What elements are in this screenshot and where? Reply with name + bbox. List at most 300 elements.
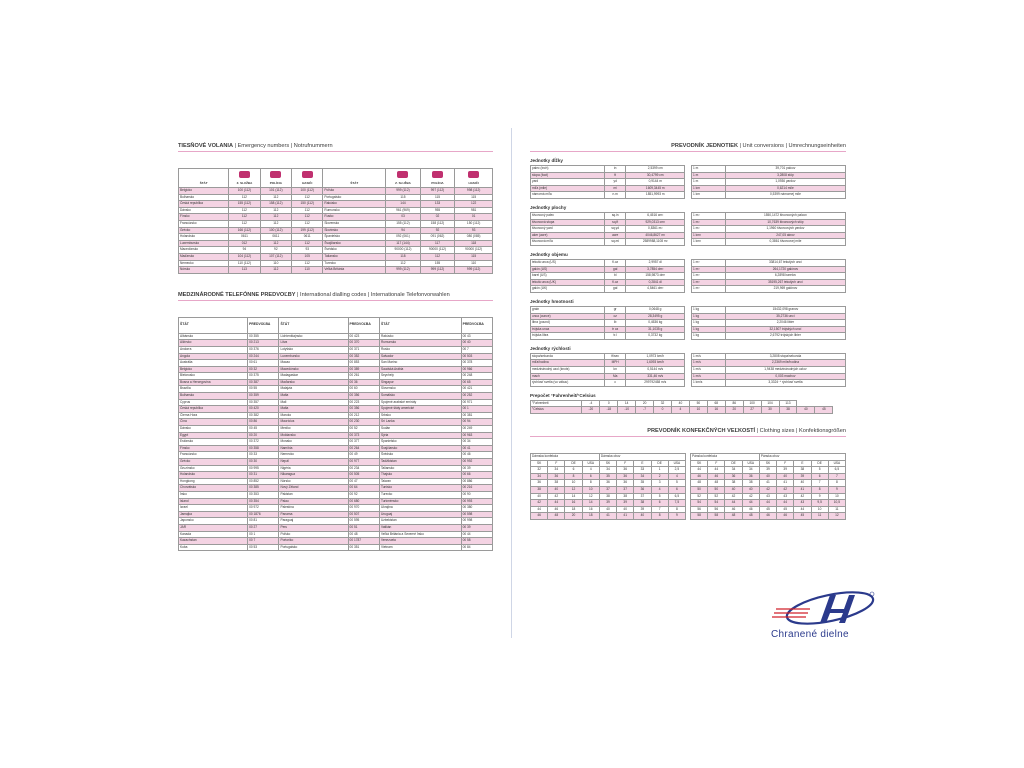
table-cell: 110 bbox=[455, 260, 493, 267]
table-cell: 117 bbox=[420, 240, 455, 247]
table-row bbox=[531, 326, 685, 333]
table-cell: 1 km/s bbox=[692, 380, 726, 387]
table-cell: 00 351 bbox=[348, 544, 379, 551]
table-cell: Francúzsko bbox=[179, 220, 229, 227]
column-header: PREDVOĽBA bbox=[348, 317, 379, 333]
table-cell: 112 bbox=[229, 207, 260, 214]
table-cell: 40 bbox=[634, 513, 651, 520]
table-cell: Macedónsko bbox=[179, 247, 229, 254]
column-header: ŠTÁT bbox=[179, 317, 248, 333]
table-cell: 93 bbox=[292, 247, 323, 254]
table-cell: 48 bbox=[691, 480, 708, 487]
table-cell: Slovinsko bbox=[323, 227, 386, 234]
table-cell: 080 (085) bbox=[455, 234, 493, 241]
table-cell: 2,2369 míle/hodina bbox=[725, 360, 845, 367]
table-row bbox=[691, 500, 846, 507]
table-cell: 112 bbox=[260, 267, 291, 274]
table-cell: Dánsko bbox=[179, 426, 248, 433]
table-row bbox=[531, 500, 686, 507]
table-cell: 9 bbox=[668, 513, 685, 520]
table-cell: 117 (144) bbox=[386, 240, 421, 247]
table-cell: 1 m³ bbox=[692, 259, 726, 266]
table-cell: 5 bbox=[668, 480, 685, 487]
column-header: F bbox=[548, 460, 565, 467]
table-cell: 00 41 bbox=[461, 445, 492, 452]
column-header: F bbox=[617, 460, 634, 467]
table-cell: 0,3861 štvorcovej míle bbox=[725, 239, 845, 246]
table-cell: Grécko bbox=[179, 227, 229, 234]
table-cell: 38 bbox=[725, 480, 742, 487]
table-row bbox=[179, 432, 493, 439]
table-cell: 299792458 m/s bbox=[626, 380, 685, 387]
table-row bbox=[531, 273, 685, 280]
table-row bbox=[179, 406, 493, 413]
table-cell: 00 507 bbox=[348, 511, 379, 518]
table-row bbox=[179, 511, 493, 518]
table-cell: Fínsko bbox=[179, 214, 229, 221]
table-cell: 20 bbox=[725, 407, 743, 414]
table-cell: 112 bbox=[292, 260, 323, 267]
table-cell: 112 bbox=[260, 220, 291, 227]
table-cell: 48 bbox=[725, 513, 742, 520]
table-cell: 46 bbox=[531, 513, 548, 520]
table-cell: 00 977 bbox=[348, 459, 379, 466]
table-cell: Slovensko bbox=[323, 220, 386, 227]
table-row bbox=[531, 333, 685, 340]
table-cell: 112 bbox=[292, 214, 323, 221]
table-cell: 1 km² bbox=[692, 239, 726, 246]
table-cell: 166 (112) bbox=[229, 227, 260, 234]
table-cell: 52 bbox=[708, 493, 725, 500]
table-cell: 35 bbox=[634, 480, 651, 487]
table-row bbox=[179, 478, 493, 485]
table-cell: 00 992 bbox=[461, 459, 492, 466]
unit-table bbox=[530, 212, 685, 246]
table-cell: 00 966 bbox=[461, 366, 492, 373]
table-cell: 44 bbox=[794, 506, 811, 513]
table-cell: 112 bbox=[260, 214, 291, 221]
table-cell: 929,0313 cm² bbox=[626, 219, 685, 226]
table-cell: 00 32 bbox=[248, 366, 279, 373]
unit-group-title: Jednotky rýchlosti bbox=[530, 345, 571, 351]
table-cell: 10 bbox=[689, 407, 707, 414]
table-cell: 37 bbox=[617, 487, 634, 494]
table-cell: Lotyšsko bbox=[279, 346, 348, 353]
table-cell: 00 389 bbox=[348, 366, 379, 373]
table-row bbox=[531, 286, 685, 293]
table-cell: Izrael bbox=[179, 505, 248, 512]
table-cell: Malajzia bbox=[279, 386, 348, 393]
table-cell: 40 bbox=[759, 473, 776, 480]
table-cell: 10 bbox=[828, 493, 845, 500]
table-cell: 100 bbox=[743, 400, 761, 407]
table-cell: 112 bbox=[292, 207, 323, 214]
ambulance-icon bbox=[239, 171, 250, 178]
table-cell: 1 kg bbox=[692, 326, 726, 333]
table-cell: 38 bbox=[794, 467, 811, 474]
table-cell: 00 30 bbox=[248, 459, 279, 466]
table-cell: 00 385 bbox=[248, 485, 279, 492]
unit-group bbox=[530, 306, 846, 340]
table-cell: 00 356 bbox=[348, 406, 379, 413]
table-row bbox=[531, 400, 833, 407]
table-cell: 00 46 bbox=[461, 452, 492, 459]
table-cell: 35195,267 tekutých uncí bbox=[725, 279, 845, 286]
table-cell: Holandsko bbox=[179, 472, 248, 479]
table-cell: 1 kg bbox=[692, 333, 726, 340]
table-row bbox=[179, 505, 493, 512]
unit-table bbox=[691, 165, 846, 199]
table-row bbox=[531, 506, 686, 513]
table-row bbox=[531, 513, 686, 520]
table-cell: 3,7854 dm³ bbox=[626, 266, 685, 273]
table-cell: palec (inch) bbox=[531, 166, 605, 173]
table-cell: Uruguaj bbox=[379, 511, 461, 518]
table-cell: 999 (112) bbox=[455, 267, 493, 274]
table-cell: °Celsius bbox=[531, 407, 582, 414]
table-row bbox=[531, 259, 685, 266]
table-row bbox=[692, 279, 846, 286]
table-cell: 00 595 bbox=[348, 518, 379, 525]
table-cell: 1 m/s bbox=[692, 367, 726, 374]
unit-group-title: Jednotky plochy bbox=[530, 204, 567, 210]
table-row bbox=[179, 485, 493, 492]
table-cell: 110 (112) bbox=[229, 260, 260, 267]
table-row bbox=[692, 226, 846, 233]
table-cell: míľa/hodina bbox=[531, 360, 605, 367]
table-cell: Grécko bbox=[179, 459, 248, 466]
table-row bbox=[179, 531, 493, 538]
table-row bbox=[179, 459, 493, 466]
table-row bbox=[691, 493, 846, 500]
table-cell: 00 213 bbox=[248, 340, 279, 347]
table-cell: 41 bbox=[777, 480, 794, 487]
table-cell: 105 bbox=[292, 253, 323, 260]
table-cell: 00 380 bbox=[461, 505, 492, 512]
table-row bbox=[692, 326, 846, 333]
table-cell: medzinárodný uzol (knots) bbox=[531, 367, 605, 374]
table-cell: 00 680 bbox=[348, 498, 379, 505]
title-rule bbox=[530, 151, 846, 152]
table-cell: 115 bbox=[455, 194, 493, 201]
table-cell: 00 90 bbox=[461, 491, 492, 498]
unit-conversions-title: PREVODNÍK JEDNOTIEK | Unit conversions | Umrechnungseinheiten bbox=[671, 143, 846, 149]
table-cell: 00 61 bbox=[248, 360, 279, 367]
table-cell: 1 m² bbox=[692, 219, 726, 226]
table-cell: JAR bbox=[179, 524, 248, 531]
table-cell: Čierna Hora bbox=[179, 412, 248, 419]
table-cell: Portugalsko bbox=[279, 544, 348, 551]
table-cell: Sudán bbox=[379, 426, 461, 433]
table-row bbox=[692, 179, 846, 186]
table-cell: Bosna a Hercegovina bbox=[179, 379, 248, 386]
table-cell: 00 53 bbox=[248, 544, 279, 551]
table-cell: 14 bbox=[582, 500, 599, 507]
table-cell: 0 bbox=[654, 407, 672, 414]
table-cell: 219,969 galónov bbox=[725, 286, 845, 293]
table-cell: 3,2808 stôp bbox=[725, 172, 845, 179]
table-cell: 0 bbox=[600, 400, 618, 407]
table-row bbox=[179, 240, 493, 247]
column-header: Z. SLUŽBA bbox=[229, 169, 260, 188]
table-cell: 00 51 bbox=[348, 524, 379, 531]
table-cell: Andorra bbox=[179, 346, 248, 353]
table-cell: 37 bbox=[599, 487, 616, 494]
table-cell: 981 bbox=[455, 207, 493, 214]
table-cell: 7 bbox=[651, 506, 668, 513]
table-cell: 42 bbox=[794, 493, 811, 500]
table-cell: mach bbox=[531, 373, 605, 380]
table-cell: 01 bbox=[455, 214, 493, 221]
table-cell: 112 bbox=[260, 207, 291, 214]
table-cell: 1 km² bbox=[692, 232, 726, 239]
column-header: SK bbox=[759, 460, 776, 467]
table-cell: 1 kg bbox=[692, 306, 726, 313]
table-row bbox=[692, 353, 846, 360]
table-cell: 998 (112) bbox=[455, 188, 493, 195]
table-cell: 45 bbox=[759, 506, 776, 513]
table-cell: oz bbox=[604, 313, 626, 320]
table-cell: Egypt bbox=[179, 432, 248, 439]
table-cell: 112 bbox=[229, 194, 260, 201]
table-cell: 112 bbox=[420, 253, 455, 260]
table-cell: 44 bbox=[548, 500, 565, 507]
table-cell: Česká republika bbox=[179, 406, 248, 413]
table-cell: 40 bbox=[599, 506, 616, 513]
table-cell: 00 261 bbox=[348, 373, 379, 380]
table-cell: trójska libra bbox=[531, 333, 605, 340]
table-cell: Maďarsko bbox=[179, 253, 229, 260]
table-cell: 41 bbox=[599, 513, 616, 520]
column-header: SK bbox=[599, 460, 616, 467]
table-cell: 113 bbox=[779, 400, 797, 407]
table-cell: 58 bbox=[691, 513, 708, 520]
table-cell: 00 252 bbox=[461, 393, 492, 400]
table-row bbox=[692, 212, 846, 219]
table-row bbox=[691, 513, 846, 520]
table-row bbox=[692, 380, 846, 387]
table-cell: 34 bbox=[531, 473, 548, 480]
table-cell: 11 bbox=[828, 506, 845, 513]
table-cell: lb bbox=[604, 320, 626, 327]
dialling-title: MEDZINÁRODNÉ TELEFÓNNE PREDVOĽBY | International dialling codes | Internationale Telefonvorwahlen bbox=[178, 291, 450, 298]
table-cell: 110 bbox=[292, 267, 323, 274]
table-cell: 39 bbox=[794, 473, 811, 480]
table-cell: 091 (062) bbox=[420, 234, 455, 241]
table-row bbox=[179, 445, 493, 452]
table-cell: -4 bbox=[582, 400, 600, 407]
table-row bbox=[179, 373, 493, 380]
table-cell: sq.ft bbox=[604, 219, 626, 226]
table-cell: 00 230 bbox=[348, 419, 379, 426]
table-cell: Spojené štáty americké bbox=[379, 406, 461, 413]
table-cell: 00 39 bbox=[461, 524, 492, 531]
table-cell: 34 bbox=[634, 473, 651, 480]
table-cell: 112 bbox=[229, 214, 260, 221]
table-cell: 00 382 bbox=[248, 412, 279, 419]
table-cell: 115 bbox=[420, 194, 455, 201]
table-cell: 0,5144 m/s bbox=[626, 367, 685, 374]
table-cell: 12 bbox=[582, 493, 599, 500]
table-cell: 36 bbox=[548, 473, 565, 480]
table-cell: 00 1 bbox=[248, 531, 279, 538]
table-cell: Lichtenštajnsko bbox=[279, 333, 348, 340]
table-cell: 44 bbox=[708, 467, 725, 474]
table-cell: 00 998 bbox=[461, 518, 492, 525]
table-cell: 1,9438 medzinárodných uzlov bbox=[725, 367, 845, 374]
table-cell: trójska unca bbox=[531, 326, 605, 333]
table-row bbox=[179, 426, 493, 433]
table-cell: Belgicko bbox=[179, 188, 229, 195]
unit-group-title: Jednotky dĺžky bbox=[530, 158, 563, 163]
table-cell: 39 bbox=[759, 467, 776, 474]
table-cell: 0,2841 dl bbox=[626, 279, 685, 286]
table-row bbox=[179, 386, 493, 393]
table-cell: 150 (112) bbox=[455, 220, 493, 227]
table-cell: 46 bbox=[759, 513, 776, 520]
table-cell: 44 bbox=[742, 500, 759, 507]
table-cell: 36 bbox=[617, 473, 634, 480]
table-cell: 115 bbox=[386, 194, 421, 201]
table-cell: Slovensko bbox=[379, 386, 461, 393]
table-cell: 8 bbox=[828, 480, 845, 487]
table-cell: 6 bbox=[651, 500, 668, 507]
table-row bbox=[179, 538, 493, 545]
table-cell: 44 bbox=[777, 500, 794, 507]
table-cell: 00 44 bbox=[461, 531, 492, 538]
table-row bbox=[179, 399, 493, 406]
table-cell: 1 kg bbox=[692, 320, 726, 327]
table-cell: 48 bbox=[742, 513, 759, 520]
table-cell: barel (US) bbox=[531, 273, 605, 280]
table-row bbox=[691, 473, 846, 480]
table-cell: kn bbox=[604, 367, 626, 374]
table-cell: in bbox=[604, 166, 626, 173]
page-fold bbox=[511, 128, 512, 638]
table-cell: 3,3324⁻⁶ rýchlosť svetla bbox=[725, 380, 845, 387]
table-cell: 155 (112) bbox=[229, 201, 260, 208]
table-cell: Nemecko bbox=[279, 452, 348, 459]
table-cell: Litva bbox=[279, 340, 348, 347]
table-cell: 50 bbox=[691, 487, 708, 494]
group-header: Dámska konfekcia bbox=[531, 454, 600, 461]
table-row bbox=[179, 498, 493, 505]
clothing-sizes-title: PREVODNÍK KONFEKČNÝCH VEĽKOSTÍ | Clothing sizes | Konfektionsgrößen bbox=[647, 428, 846, 435]
table-cell: 00 886 bbox=[461, 478, 492, 485]
table-cell: 39 bbox=[777, 467, 794, 474]
table-cell: 4 bbox=[651, 487, 668, 494]
table-cell: 16 bbox=[565, 500, 582, 507]
column-header: HASIČI bbox=[455, 169, 493, 188]
table-cell: Macedónsko bbox=[279, 366, 348, 373]
table-cell: 00 372 bbox=[248, 439, 279, 446]
table-cell: 00 421 bbox=[461, 386, 492, 393]
table-cell: 4 bbox=[582, 467, 599, 474]
column-header: SK bbox=[691, 460, 708, 467]
table-cell: 0,0648 g bbox=[626, 306, 685, 313]
table-cell: °Fahrenheit bbox=[531, 400, 582, 407]
table-cell: 38 bbox=[634, 500, 651, 507]
table-cell: Vatikán bbox=[379, 524, 461, 531]
table-cell: 00 223 bbox=[348, 399, 379, 406]
table-cell: 2,6792 trójských libier bbox=[725, 333, 845, 340]
table-cell: 00 212 bbox=[348, 412, 379, 419]
table-cell: gal bbox=[604, 266, 626, 273]
table-row bbox=[179, 220, 493, 227]
table-cell: 00 244 bbox=[248, 353, 279, 360]
table-cell: 092 (061) bbox=[386, 234, 421, 241]
table-row bbox=[531, 480, 686, 487]
table-cell: Taliansko bbox=[379, 465, 461, 472]
table-cell: 6,4516 cm² bbox=[626, 212, 685, 219]
table-cell: Belgicko bbox=[179, 366, 248, 373]
table-row bbox=[531, 172, 685, 179]
table-row bbox=[531, 279, 685, 286]
table-cell: 012 bbox=[229, 240, 260, 247]
table-cell: Somálsko bbox=[379, 393, 461, 400]
table-cell: 46 bbox=[742, 506, 759, 513]
table-cell: 15432,098 granov bbox=[725, 306, 845, 313]
column-header: DE bbox=[651, 460, 668, 467]
table-cell: Austrália bbox=[179, 360, 248, 367]
table-cell: 34 bbox=[548, 467, 565, 474]
table-cell: 00 963 bbox=[461, 432, 492, 439]
table-cell: mi bbox=[604, 185, 626, 192]
table-cell: gr bbox=[604, 306, 626, 313]
table-cell: 86 bbox=[725, 400, 743, 407]
group-header: Pánska konfekcia bbox=[691, 454, 760, 461]
table-cell: 1 m/s bbox=[692, 360, 726, 367]
column-header: F bbox=[777, 460, 794, 467]
table-cell: Rumunsko bbox=[323, 207, 386, 214]
column-header: Z. SLUŽBA bbox=[386, 169, 421, 188]
table-cell: 0,8361 m² bbox=[626, 226, 685, 233]
table-cell: 0,5399 námornej míle bbox=[725, 192, 845, 199]
table-cell: 35 bbox=[599, 473, 616, 480]
unit-table bbox=[530, 165, 685, 199]
table-cell: Ukrajina bbox=[379, 505, 461, 512]
column-header: ŠTÁT bbox=[323, 169, 386, 188]
table-cell: Macao bbox=[279, 360, 348, 367]
title-rule bbox=[530, 436, 846, 437]
table-cell: Spojené arabské emiráty bbox=[379, 399, 461, 406]
table-cell: Island bbox=[179, 498, 248, 505]
table-cell: 0,9144 m bbox=[626, 179, 685, 186]
table-cell: 0611 bbox=[229, 234, 260, 241]
table-cell: 00 420 bbox=[248, 406, 279, 413]
table-row bbox=[531, 232, 685, 239]
table-cell: Maďarsko bbox=[279, 379, 348, 386]
table-cell: Portoriko bbox=[279, 538, 348, 545]
group-header: Pánska obuv bbox=[759, 454, 845, 461]
table-cell: Tadžikistan bbox=[379, 459, 461, 466]
table-cell: -7 bbox=[636, 407, 654, 414]
table-cell: tekutá unca (US) bbox=[531, 259, 605, 266]
fire-truck-icon bbox=[468, 171, 479, 178]
table-cell: rýchlosť svetla (vo vákuu) bbox=[531, 380, 605, 387]
table-cell: Nový Zéland bbox=[279, 485, 348, 492]
table-cell: 100 (112) bbox=[229, 188, 260, 195]
table-cell: 00 49 bbox=[348, 452, 379, 459]
table-cell: 42 bbox=[759, 487, 776, 494]
table-row bbox=[691, 460, 846, 467]
police-car-icon bbox=[432, 171, 443, 178]
table-cell: 10 bbox=[582, 487, 599, 494]
table-cell: 00 373 bbox=[348, 432, 379, 439]
table-cell: 36 bbox=[617, 480, 634, 487]
table-cell: 6 bbox=[668, 487, 685, 494]
table-cell: 50 bbox=[689, 400, 707, 407]
